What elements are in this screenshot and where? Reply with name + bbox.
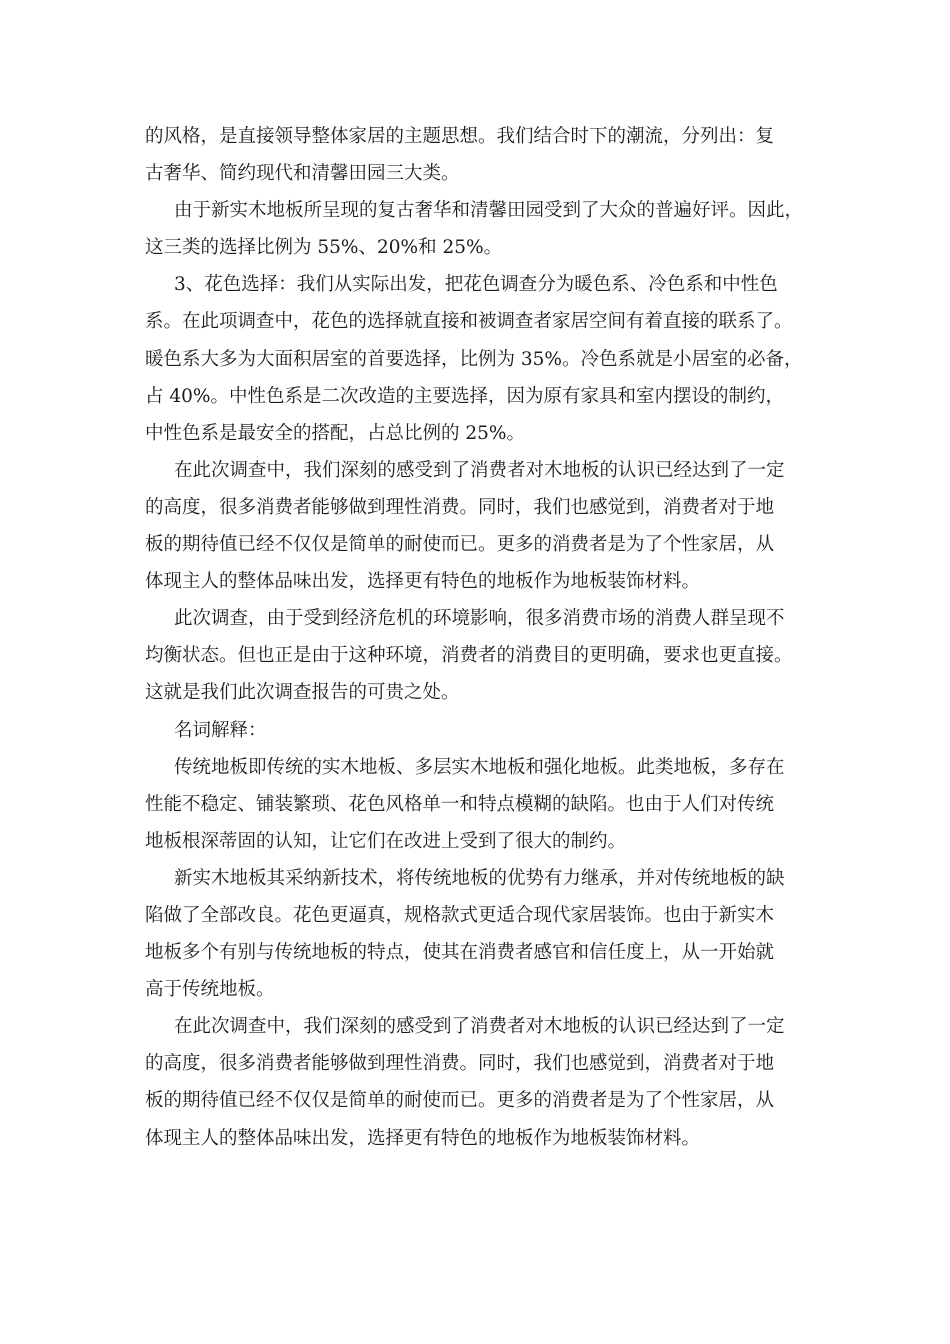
text-line: 陷做了全部改良。花色更逼真，规格款式更适合现代家居装饰。也由于新实木 — [145, 904, 775, 926]
text-line: 体现主人的整体品味出发，选择更有特色的地板作为地板装饰材料。 — [145, 1127, 701, 1149]
text-line: 均衡状态。但也正是由于这种环境，消费者的消费目的更明确，要求也更直接。 — [145, 645, 793, 667]
text-line: 新实木地板其采纳新技术，将传统地板的优势有力继承，并对传统地板的缺 — [174, 867, 785, 889]
text-line: 高于传统地板。 — [145, 979, 275, 1001]
text-line: 占 40%。中性色系是二次改造的主要选择，因为原有家具和室内摆设的制约， — [145, 385, 785, 407]
text-line: 3、花色选择：我们从实际出发，把花色调查分为暖色系、冷色系和中性色 — [174, 274, 778, 296]
text-line: 板的期待值已经不仅仅是简单的耐使而已。更多的消费者是为了个性家居，从 — [145, 1090, 775, 1112]
text-line: 地板根深蒂固的认知，让它们在改进上受到了很大的制约。 — [145, 830, 627, 852]
text-line: 性能不稳定、铺装繁琐、花色风格单一和特点模糊的缺陷。也由于人们对传统 — [145, 793, 775, 815]
text-line: 这三类的选择比例为 55%、20%和 25%。 — [145, 237, 503, 259]
text-line: 体现主人的整体品味出发，选择更有特色的地板作为地板装饰材料。 — [145, 571, 701, 593]
text-line: 中性色系是最安全的搭配，占总比例的 25%。 — [145, 422, 526, 444]
section-heading: 名词解释： — [174, 719, 267, 741]
text-line: 由于新实木地板所呈现的复古奢华和清馨田园受到了大众的普遍好评。因此， — [174, 200, 804, 222]
text-line: 系。在此项调查中，花色的选择就直接和被调查者家居空间有着直接的联系了。 — [145, 311, 793, 333]
document-body — [145, 118, 810, 1157]
text-line: 板的期待值已经不仅仅是简单的耐使而已。更多的消费者是为了个性家居，从 — [145, 534, 775, 556]
text-line: 的风格，是直接领导整体家居的主题思想。我们结合时下的潮流，分列出：复 — [145, 126, 775, 147]
text-line: 暖色系大多为大面积居室的首要选择，比例为 35%。冷色系就是小居室的必备， — [145, 348, 803, 370]
text-line: 的高度，很多消费者能够做到理性消费。同时，我们也感觉到，消费者对于地 — [145, 496, 775, 518]
text-line: 传统地板即传统的实木地板、多层实木地板和强化地板。此类地板，多存在 — [174, 756, 785, 778]
text-line: 古奢华、简约现代和清馨田园三大类。 — [145, 163, 460, 185]
text-line: 地板多个有别与传统地板的特点，使其在消费者感官和信任度上，从一开始就 — [145, 942, 775, 964]
text-line: 在此次调查中，我们深刻的感受到了消费者对木地板的认识已经达到了一定 — [174, 1016, 785, 1038]
text-line: 这就是我们此次调查报告的可贵之处。 — [145, 682, 460, 704]
text-line: 在此次调查中，我们深刻的感受到了消费者对木地板的认识已经达到了一定 — [174, 459, 785, 481]
text-line: 的高度，很多消费者能够做到理性消费。同时，我们也感觉到，消费者对于地 — [145, 1053, 775, 1075]
text-line: 此次调查，由于受到经济危机的环境影响，很多消费市场的消费人群呈现不 — [174, 608, 785, 630]
